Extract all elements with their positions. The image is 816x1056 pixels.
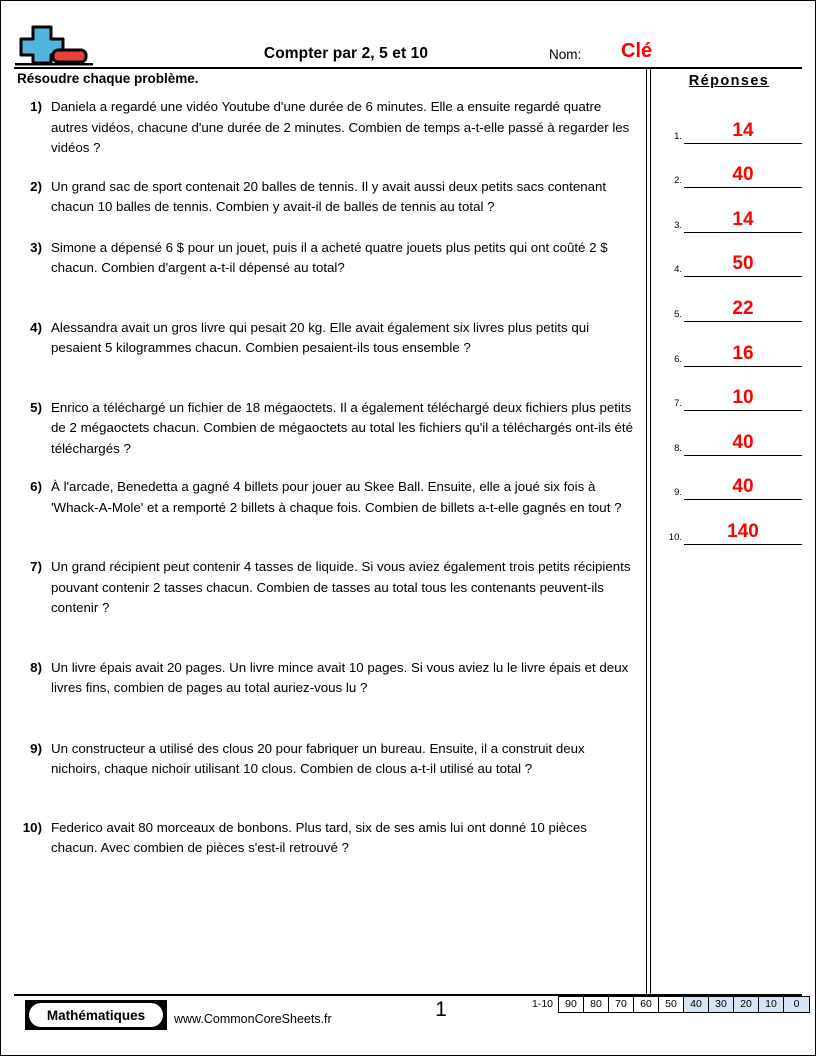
answer-row [656,99,802,144]
problem-list [17,97,637,859]
answer-value: 40 [732,476,754,498]
problem-number: 8) [30,659,42,675]
page-title: Compter par 2, 5 et 10 [263,45,429,62]
answer-row [656,188,802,233]
answer-index: 5. [674,308,682,320]
answer-index: 1. [674,130,682,142]
answer-index: 9. [674,487,682,499]
name-value: Clé [621,40,653,62]
answer-row [656,411,802,456]
answer-index: 7. [674,398,682,410]
score-cell: 50 [659,997,684,1012]
score-cell: 30 [709,997,734,1012]
problem-number: 1) [30,99,42,114]
answer-blank-line[interactable] [684,544,802,545]
problem-item [17,398,637,460]
problem-text: Un grand sac de sport contenait 20 balles de tennis. Il y avait aussi deux petits sacs contenant chacun 10 balles de tennis. Combien y avait-il de balles de tennis au total ? [51,178,607,214]
answer-index: 10. [668,531,682,543]
answer-value: 10 [732,387,754,409]
answer-row [656,322,802,367]
answer-value: 16 [732,342,754,364]
problem-item [17,177,637,218]
problem-item [17,739,637,780]
answer-value: 22 [732,297,754,319]
score-cell: 0 [784,997,809,1012]
answer-value: 140 [727,520,759,542]
problem-text: Alessandra avait un gros livre qui pesait 20 kg. Elle avait également six livres plus petits qui pesaient 5 kilogrammes chacun. Combien pesaient-ils tous ensemble ? [51,319,590,355]
problem-number: 2) [30,178,42,194]
answer-column [656,67,802,545]
problem-text: Simone a dépensé 6 $ pour un jouet, puis il a acheté quatre jouets plus petits qui ont coûté 2 $ chacun. Combien d'argent a-t-il dépensé au total? [51,239,608,275]
score-cell: 10 [759,997,784,1012]
page-header [1,1,815,67]
answer-index: 3. [674,219,682,231]
answer-index: 2. [674,175,682,187]
problem-number: 6) [30,479,42,494]
answer-value: 40 [732,431,754,453]
answer-value: 14 [732,119,754,141]
problem-number: 7) [30,559,42,574]
score-cell: 20 [734,997,759,1012]
answer-value: 50 [732,253,754,275]
problem-number: 5) [30,399,42,415]
page-number: 1 [435,998,447,1021]
problem-text: Un grand récipient peut contenir 4 tasses de liquide. Si vous aviez également trois petits récipients pouvant contenir 2 tasses chacun. Combien de tasses au total tous les contenants peuvent-ils contenir ? [51,559,631,615]
problem-number: 3) [30,239,42,255]
site-url: www.CommonCoreSheets.fr [174,1012,332,1026]
answer-value: 14 [732,208,754,230]
answer-row [656,277,802,322]
problem-item [17,658,637,699]
answer-row [656,144,802,189]
answer-row [656,456,802,501]
answer-row [656,500,802,545]
problem-item [17,818,637,859]
problem-text: Enrico a téléchargé un fichier de 18 mégaoctets. Il a également téléchargé deux fichiers plus petits de 2 mégaoctets chacun. Combien de mégaoctets au total les fichiers qu'il a téléchargés ont-ils été téléchargés ? [51,399,634,456]
problem-text: Daniela a regardé une vidéo Youtube d'une durée de 6 minutes. Elle a ensuite regardé quatre autres vidéos, chacune d'une durée de 2 minutes. Combien de temps a-t-elle passé à regarder les vidéos ? [51,99,630,155]
instruction-text: Résoudre chaque problème. [17,71,199,86]
answers-heading: Réponses [688,73,770,89]
brand-logo [25,1000,167,1030]
column-divider [646,67,652,994]
score-cell: 70 [609,997,634,1012]
answer-value: 40 [732,164,754,186]
brand-label: Mathématiques [46,1007,146,1023]
score-scale-label: 1-10 [532,998,554,1010]
problem-item [17,477,637,518]
problem-text: Un constructeur a utilisé des clous 20 pour fabriquer un bureau. Ensuite, il a construit deux nichoirs, chaque nichoir utilisant 10 clous. Combien de clous a-t-il utilisé au total ? [51,740,585,776]
score-cell: 80 [584,997,609,1012]
name-label: Nom: [549,47,582,62]
plus-minus-logo-icon [15,23,93,67]
problem-number: 9) [30,740,42,756]
problem-item [17,557,637,619]
answer-row [656,367,802,412]
problem-item [17,238,637,279]
problem-number: 4) [30,319,42,335]
score-scale [532,996,810,1013]
problem-text: À l'arcade, Benedetta a gagné 4 billets pour jouer au Skee Ball. Ensuite, elle a joué six fois à 'Whack-A-Mole' et a remporté 2 billets à chaque fois. Combien de billets a-t-elle gagnés en tout ? [51,479,622,515]
problem-item [17,318,637,359]
problem-item [17,97,637,159]
problem-text: Un livre épais avait 20 pages. Un livre mince avait 10 pages. Si vous aviez lu le livre épais et deux livres fins, combien de pages au total auriez-vous lu ? [51,659,629,695]
answer-index: 4. [674,264,682,276]
score-scale-cells [558,996,810,1013]
score-cell: 60 [634,997,659,1012]
problem-number: 10) [22,819,42,835]
score-cell: 40 [684,997,709,1012]
answer-index: 6. [674,353,682,365]
problem-text: Federico avait 80 morceaux de bonbons. Plus tard, six de ses amis lui ont donné 10 pièces chacun. Avec combien de pièces s'est-il retrouvé ? [51,819,587,855]
answer-index: 8. [674,442,682,454]
score-cell: 90 [559,997,584,1012]
answer-row [656,233,802,278]
